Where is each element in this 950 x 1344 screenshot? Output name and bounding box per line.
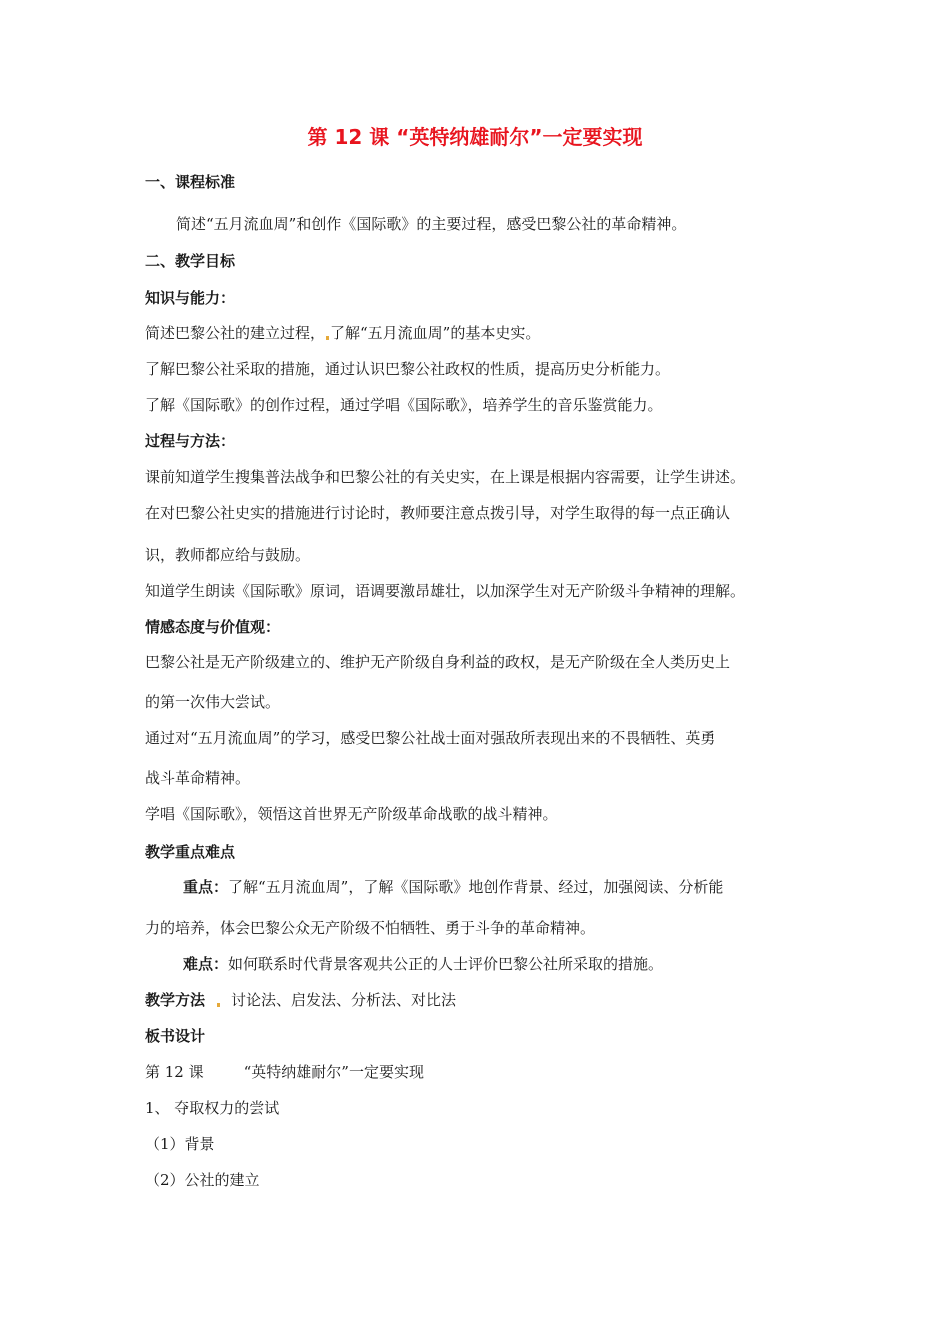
- paragraph: 巴黎公社是无产阶级建立的、维护无产阶级自身利益的政权，是无产阶级在全人类历史上: [145, 653, 731, 671]
- heading-teaching-goals: 二、教学目标: [145, 252, 236, 270]
- paragraph: 通过对“五月流血周”的学习，感受巴黎公社战士面对强敌所表现出来的不畏牺牲、英勇: [145, 729, 716, 747]
- list-item: 1、 夺取权力的尝试: [145, 1099, 280, 1117]
- list-item: （1）背景: [145, 1135, 215, 1153]
- method-label: 教学方法: [145, 991, 206, 1009]
- text: 了解“五月流血周”的基本史实。: [330, 324, 541, 342]
- heading-process: 过程与方法：: [145, 432, 236, 450]
- text: 简述巴黎公社的建立过程，: [145, 324, 326, 342]
- text: “英特纳雄耐尔”一定要实现: [243, 1063, 424, 1081]
- paragraph: [145, 1062, 424, 1082]
- paragraph: 识，教师都应给与鼓励。: [145, 546, 311, 564]
- text: 了解“五月流血周”，了解《国际歌》地创作背景、经过，加强阅读、分析能: [228, 878, 724, 896]
- mark-icon: [326, 336, 329, 340]
- paragraph: 的第一次伟大尝试。: [145, 693, 281, 711]
- paragraph: 知道学生朗读《国际歌》原词，语调要激昂雄壮，以加深学生对无产阶级斗争精神的理解。: [145, 582, 746, 600]
- text: 第 12 课: [145, 1063, 204, 1081]
- heading-emotion: 情感态度与价值观：: [145, 618, 281, 636]
- paragraph: [183, 877, 723, 897]
- heading-knowledge: 知识与能力：: [145, 289, 236, 307]
- heading-key-points: 教学重点难点: [145, 843, 236, 861]
- page-title: 第 12 课 “英特纳雄耐尔”一定要实现: [307, 125, 643, 149]
- paragraph: [145, 323, 540, 343]
- paragraph: [145, 990, 456, 1010]
- paragraph: 简述“五月流血周”和创作《国际歌》的主要过程，感受巴黎公社的革命精神。: [176, 215, 687, 233]
- key-label: 重点：: [183, 878, 229, 896]
- paragraph: 了解《国际歌》的创作过程，通过学唱《国际歌》，培养学生的音乐鉴赏能力。: [145, 396, 663, 414]
- paragraph: [183, 954, 663, 974]
- difficulty-label: 难点：: [183, 955, 229, 973]
- paragraph: 力的培养，体会巴黎公众无产阶级不怕牺牲、勇于斗争的革命精神。: [145, 919, 596, 937]
- paragraph: 战斗革命精神。: [145, 769, 251, 787]
- list-item: （2）公社的建立: [145, 1171, 260, 1189]
- paragraph: 在对巴黎公社史实的措施进行讨论时，教师要注意点拨引导，对学生取得的每一点正确认: [145, 504, 731, 522]
- mark-icon: [217, 1003, 220, 1007]
- paragraph: 了解巴黎公社采取的措施，通过认识巴黎公社政权的性质，提高历史分析能力。: [145, 360, 671, 378]
- paragraph: 课前知道学生搜集普法战争和巴黎公社的有关史实，在上课是根据内容需要，让学生讲述。: [145, 468, 746, 486]
- text: 如何联系时代背景客观共公正的人士评价巴黎公社所采取的措施。: [228, 955, 664, 973]
- text: 讨论法、启发法、分析法、对比法: [231, 991, 457, 1009]
- paragraph: 学唱《国际歌》，领悟这首世界无产阶级革命战歌的战斗精神。: [145, 805, 558, 823]
- heading-course-standard: 一、课程标准: [145, 173, 236, 191]
- heading-board-design: 板书设计: [145, 1027, 206, 1045]
